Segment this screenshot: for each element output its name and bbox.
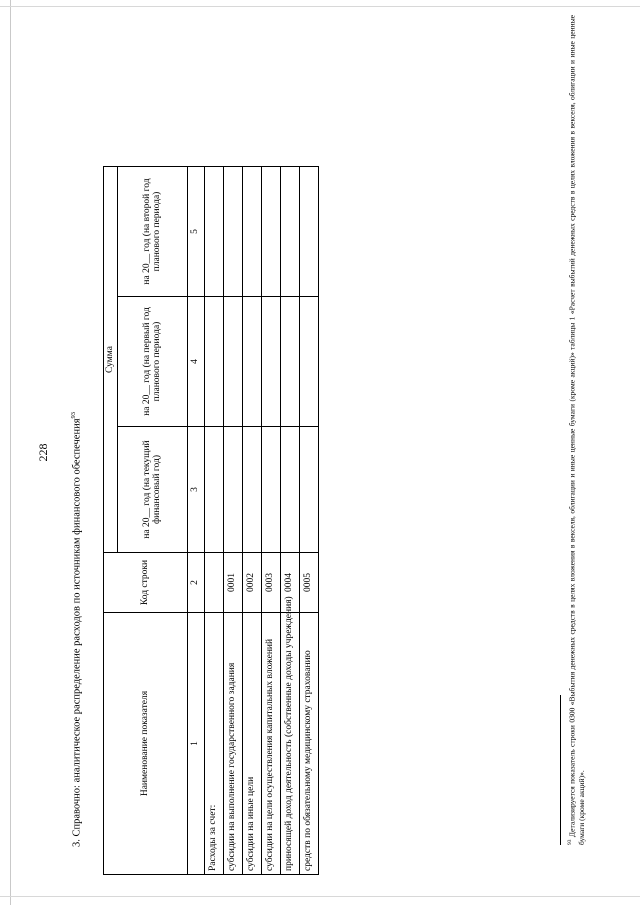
column-number: 3	[187, 427, 204, 553]
value-cell	[280, 166, 299, 296]
column-number: 2	[187, 553, 204, 613]
value-cell	[299, 166, 318, 296]
value-cell	[204, 166, 223, 296]
column-number: 5	[187, 166, 204, 296]
value-cell	[223, 166, 242, 296]
row-code: 0003	[261, 553, 280, 613]
row-code: 0001	[223, 553, 242, 613]
section-title	[70, 412, 83, 847]
table-row	[299, 166, 318, 874]
row-label: средств по обязательному медицинскому страхованию	[299, 613, 318, 875]
header-sum: Сумма	[104, 166, 118, 552]
table-row	[261, 166, 280, 874]
row-code: 0002	[242, 553, 261, 613]
footnote-text: Детализируется показатель строки 0300 «Выбытия денежных средств в целях вложения в векселя, облигации и иные ценные бумаги (кроме акций)» таблицы 1 «Расчет выбытий денежных средств в целях вложения в векселя, облигации и иные ценные бумаги (кроме акций)».	[567, 15, 586, 845]
row-label: Расходы за счет:	[204, 613, 223, 875]
value-cell	[280, 427, 299, 553]
table-row	[204, 166, 223, 874]
row-label: приносящей доход деятельность (собственные доходы учреждения)	[280, 613, 299, 875]
column-number: 4	[187, 297, 204, 427]
row-code: 0005	[299, 553, 318, 613]
footnote-marker: 93	[567, 839, 573, 845]
header-row-code: Код строки	[104, 553, 188, 613]
value-cell	[299, 297, 318, 427]
value-cell	[223, 427, 242, 553]
column-number: 1	[187, 613, 204, 875]
row-code	[204, 553, 223, 613]
value-cell	[204, 297, 223, 427]
row-label: субсидии на иные цели	[242, 613, 261, 875]
value-cell	[280, 297, 299, 427]
page-number: 228	[36, 443, 50, 462]
header-first-plan-year: на 20__ год (на первый год планового периода)	[117, 297, 187, 427]
row-label: субсидии на выполнение государственного задания	[223, 613, 242, 875]
value-cell	[261, 297, 280, 427]
header-second-plan-year: на 20__ год (на второй год планового периода)	[117, 166, 187, 296]
footnote	[567, 15, 586, 845]
footnote-separator	[560, 695, 561, 845]
value-cell	[242, 166, 261, 296]
value-cell	[299, 427, 318, 553]
title-footnote-marker: 93	[70, 411, 77, 419]
expense-distribution-table	[103, 166, 319, 875]
value-cell	[261, 166, 280, 296]
section-title-text: 3. Справочно: аналитическое распределение расходов по источникам финансового обеспечения	[71, 418, 83, 847]
value-cell	[261, 427, 280, 553]
table-row	[223, 166, 242, 874]
value-cell	[223, 297, 242, 427]
header-current-year: на 20__ год (на текущий финансовый год)	[117, 427, 187, 553]
row-code: 0004	[280, 553, 299, 613]
header-indicator-name: Наименование показателя	[104, 613, 188, 875]
value-cell	[242, 427, 261, 553]
table-row	[242, 166, 261, 874]
table-row	[280, 166, 299, 874]
row-label: субсидии на цели осуществления капитальных вложений	[261, 613, 280, 875]
value-cell	[242, 297, 261, 427]
value-cell	[204, 427, 223, 553]
